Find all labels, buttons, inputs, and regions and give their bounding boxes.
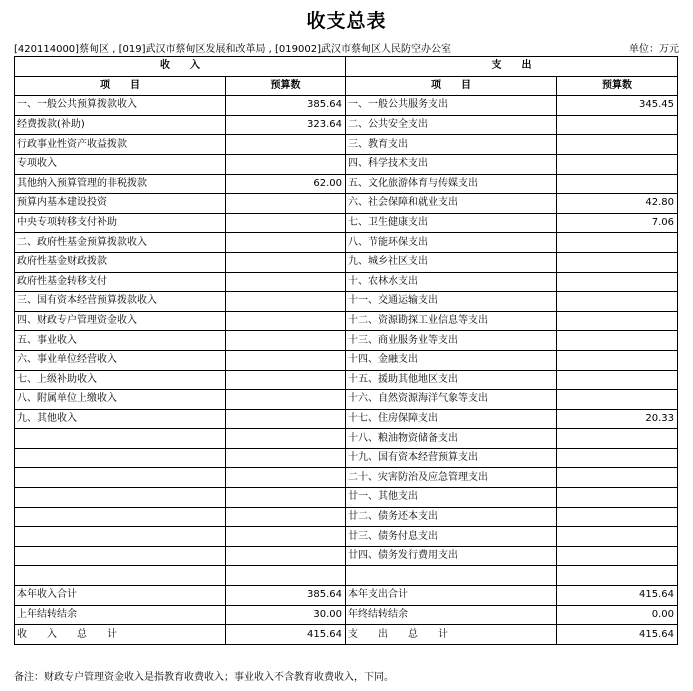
income-budget-cell xyxy=(226,370,346,390)
income-budget-cell: 323.64 xyxy=(226,115,346,135)
income-item-cell xyxy=(15,546,226,566)
income-budget-cell xyxy=(226,350,346,370)
expense-budget-cell xyxy=(557,115,678,135)
expense-item-cell: 三、教育支出 xyxy=(346,135,557,155)
table-row xyxy=(15,331,678,351)
table-row xyxy=(15,311,678,331)
expense-item-cell: 九、城乡社区支出 xyxy=(346,252,557,272)
expense-item-cell: 二、公共安全支出 xyxy=(346,115,557,135)
income-item-cell xyxy=(15,429,226,449)
table-row xyxy=(15,429,678,449)
expense-budget-cell xyxy=(557,252,678,272)
expense-budget-header: 预算数 xyxy=(557,76,678,96)
expense-budget-cell: 42.80 xyxy=(557,194,678,214)
income-item-cell: 九、其他收入 xyxy=(15,409,226,429)
income-item-cell xyxy=(15,507,226,527)
income-budget-cell xyxy=(226,488,346,508)
expense-item-cell: 廿一、其他支出 xyxy=(346,488,557,508)
footnote: 备注：财政专户管理资金收入是指教育收费收入；事业收入不含教育收费收入，下同。 xyxy=(14,672,394,683)
table-row xyxy=(15,370,678,390)
expense-budget-cell xyxy=(557,566,678,586)
table-row xyxy=(15,154,678,174)
expense-budget-cell xyxy=(557,135,678,155)
income-item-cell xyxy=(15,468,226,488)
income-item-cell xyxy=(15,566,226,586)
expense-item-cell: 十三、商业服务业等支出 xyxy=(346,331,557,351)
table-row xyxy=(15,468,678,488)
expense-item-cell: 廿四、债务发行费用支出 xyxy=(346,546,557,566)
expense-budget-cell xyxy=(557,370,678,390)
income-item-cell: 中央专项转移支付补助 xyxy=(15,213,226,233)
expense-item-cell: 廿二、债务还本支出 xyxy=(346,507,557,527)
expense-item-cell: 四、科学技术支出 xyxy=(346,154,557,174)
income-budget-cell: 62.00 xyxy=(226,174,346,194)
expense-item-cell: 十五、援助其他地区支出 xyxy=(346,370,557,390)
expense-budget-cell xyxy=(557,311,678,331)
table-row xyxy=(15,409,678,429)
income-budget-cell xyxy=(226,527,346,547)
expense-budget-cell xyxy=(557,390,678,410)
section-header-row xyxy=(15,57,678,77)
income-budget-cell xyxy=(226,331,346,351)
income-item-cell: 二、政府性基金预算拨款收入 xyxy=(15,233,226,253)
income-budget-cell xyxy=(226,409,346,429)
expense-budget-cell xyxy=(557,468,678,488)
table-row xyxy=(15,213,678,233)
total-row xyxy=(15,625,678,645)
expense-budget-cell: 345.45 xyxy=(557,96,678,116)
income-budget-cell: 415.64 xyxy=(226,625,346,645)
income-budget-cell xyxy=(226,468,346,488)
income-budget-cell xyxy=(226,507,346,527)
table-row xyxy=(15,527,678,547)
income-item-cell: 五、事业收入 xyxy=(15,331,226,351)
expense-budget-cell xyxy=(557,507,678,527)
expense-item-cell: 十二、资源勘探工业信息等支出 xyxy=(346,311,557,331)
unit-info: [420114000]蔡甸区 , [019]武汉市蔡甸区发展和改革局 , [019002]武汉市蔡甸区人民防空办公室 xyxy=(14,44,452,55)
income-budget-cell xyxy=(226,292,346,312)
expense-budget-cell xyxy=(557,292,678,312)
currency-unit: 单位：万元 xyxy=(629,44,679,55)
table-row xyxy=(15,135,678,155)
expense-item-header: 项 目 xyxy=(346,76,557,96)
income-budget-cell: 385.64 xyxy=(226,96,346,116)
expense-budget-cell xyxy=(557,429,678,449)
income-item-cell: 政府性基金财政拨款 xyxy=(15,252,226,272)
income-item-cell xyxy=(15,527,226,547)
table-row xyxy=(15,566,678,586)
expense-item-cell: 十、农林水支出 xyxy=(346,272,557,292)
income-budget-cell: 385.64 xyxy=(226,586,346,606)
table-row xyxy=(15,390,678,410)
income-item-cell: 一、一般公共预算拨款收入 xyxy=(15,96,226,116)
table-row xyxy=(15,194,678,214)
income-item-cell xyxy=(15,448,226,468)
expense-budget-cell: 20.33 xyxy=(557,409,678,429)
expense-budget-cell xyxy=(557,448,678,468)
expense-item-cell xyxy=(346,566,557,586)
table-row xyxy=(15,272,678,292)
expense-item-cell: 六、社会保障和就业支出 xyxy=(346,194,557,214)
income-item-cell: 四、财政专户管理资金收入 xyxy=(15,311,226,331)
income-budget-cell xyxy=(226,429,346,449)
table-row xyxy=(15,546,678,566)
income-item-cell: 八、附属单位上缴收入 xyxy=(15,390,226,410)
expense-item-cell: 廿三、债务付息支出 xyxy=(346,527,557,547)
income-item-cell: 六、事业单位经营收入 xyxy=(15,350,226,370)
expense-budget-cell xyxy=(557,350,678,370)
income-budget-cell xyxy=(226,390,346,410)
expense-budget-cell xyxy=(557,331,678,351)
income-budget-cell xyxy=(226,311,346,331)
total-row xyxy=(15,605,678,625)
income-item-cell: 预算内基本建设投资 xyxy=(15,194,226,214)
income-budget-cell xyxy=(226,448,346,468)
table-row xyxy=(15,488,678,508)
expense-budget-cell xyxy=(557,154,678,174)
expense-budget-cell: 7.06 xyxy=(557,213,678,233)
table-row xyxy=(15,448,678,468)
expense-item-cell: 十九、国有资本经营预算支出 xyxy=(346,448,557,468)
income-item-cell: 三、国有资本经营预算拨款收入 xyxy=(15,292,226,312)
expense-budget-cell: 415.64 xyxy=(557,586,678,606)
expense-budget-cell xyxy=(557,488,678,508)
table-row xyxy=(15,507,678,527)
income-budget-cell xyxy=(226,546,346,566)
income-budget-header: 预算数 xyxy=(226,76,346,96)
income-budget-cell xyxy=(226,233,346,253)
total-row xyxy=(15,586,678,606)
budget-summary-table xyxy=(14,56,678,645)
expense-budget-cell xyxy=(557,527,678,547)
income-item-cell: 经费拨款(补助) xyxy=(15,115,226,135)
expense-budget-cell xyxy=(557,174,678,194)
expense-budget-cell xyxy=(557,233,678,253)
income-item-cell: 本年收入合计 xyxy=(15,586,226,606)
income-budget-cell xyxy=(226,194,346,214)
table-row xyxy=(15,233,678,253)
income-item-cell: 其他纳入预算管理的非税拨款 xyxy=(15,174,226,194)
table-row xyxy=(15,174,678,194)
expense-item-cell: 本年支出合计 xyxy=(346,586,557,606)
expense-item-cell: 一、一般公共服务支出 xyxy=(346,96,557,116)
expense-item-cell: 年终结转结余 xyxy=(346,605,557,625)
expense-budget-cell: 415.64 xyxy=(557,625,678,645)
income-budget-cell xyxy=(226,213,346,233)
income-item-cell: 上年结转结余 xyxy=(15,605,226,625)
expense-budget-cell xyxy=(557,272,678,292)
expense-item-cell: 十八、粮油物资储备支出 xyxy=(346,429,557,449)
income-budget-cell xyxy=(226,252,346,272)
income-item-cell xyxy=(15,488,226,508)
table-row xyxy=(15,96,678,116)
expense-budget-cell xyxy=(557,546,678,566)
expense-budget-cell: 0.00 xyxy=(557,605,678,625)
income-item-cell: 七、上级补助收入 xyxy=(15,370,226,390)
expense-item-cell: 十四、金融支出 xyxy=(346,350,557,370)
income-item-cell: 收 入 总 计 xyxy=(15,625,226,645)
expense-header: 支 出 xyxy=(346,57,678,77)
expense-item-cell: 十一、交通运输支出 xyxy=(346,292,557,312)
expense-item-cell: 七、卫生健康支出 xyxy=(346,213,557,233)
expense-item-cell: 五、文化旅游体育与传媒支出 xyxy=(346,174,557,194)
expense-item-cell: 二十、灾害防治及应急管理支出 xyxy=(346,468,557,488)
income-budget-cell xyxy=(226,154,346,174)
expense-item-cell: 八、节能环保支出 xyxy=(346,233,557,253)
income-item-header: 项 目 xyxy=(15,76,226,96)
table-row xyxy=(15,115,678,135)
expense-item-cell: 支 出 总 计 xyxy=(346,625,557,645)
income-budget-cell xyxy=(226,272,346,292)
income-header: 收 入 xyxy=(15,57,346,77)
page-title: 收支总表 xyxy=(306,10,387,32)
table-row xyxy=(15,252,678,272)
income-item-cell: 政府性基金转移支付 xyxy=(15,272,226,292)
income-budget-cell xyxy=(226,566,346,586)
expense-item-cell: 十七、住房保障支出 xyxy=(346,409,557,429)
income-budget-cell: 30.00 xyxy=(226,605,346,625)
income-item-cell: 行政事业性资产收益拨款 xyxy=(15,135,226,155)
income-item-cell: 专项收入 xyxy=(15,154,226,174)
expense-item-cell: 十六、自然资源海洋气象等支出 xyxy=(346,390,557,410)
table-row xyxy=(15,350,678,370)
table-row xyxy=(15,292,678,312)
column-header-row xyxy=(15,76,678,96)
income-budget-cell xyxy=(226,135,346,155)
